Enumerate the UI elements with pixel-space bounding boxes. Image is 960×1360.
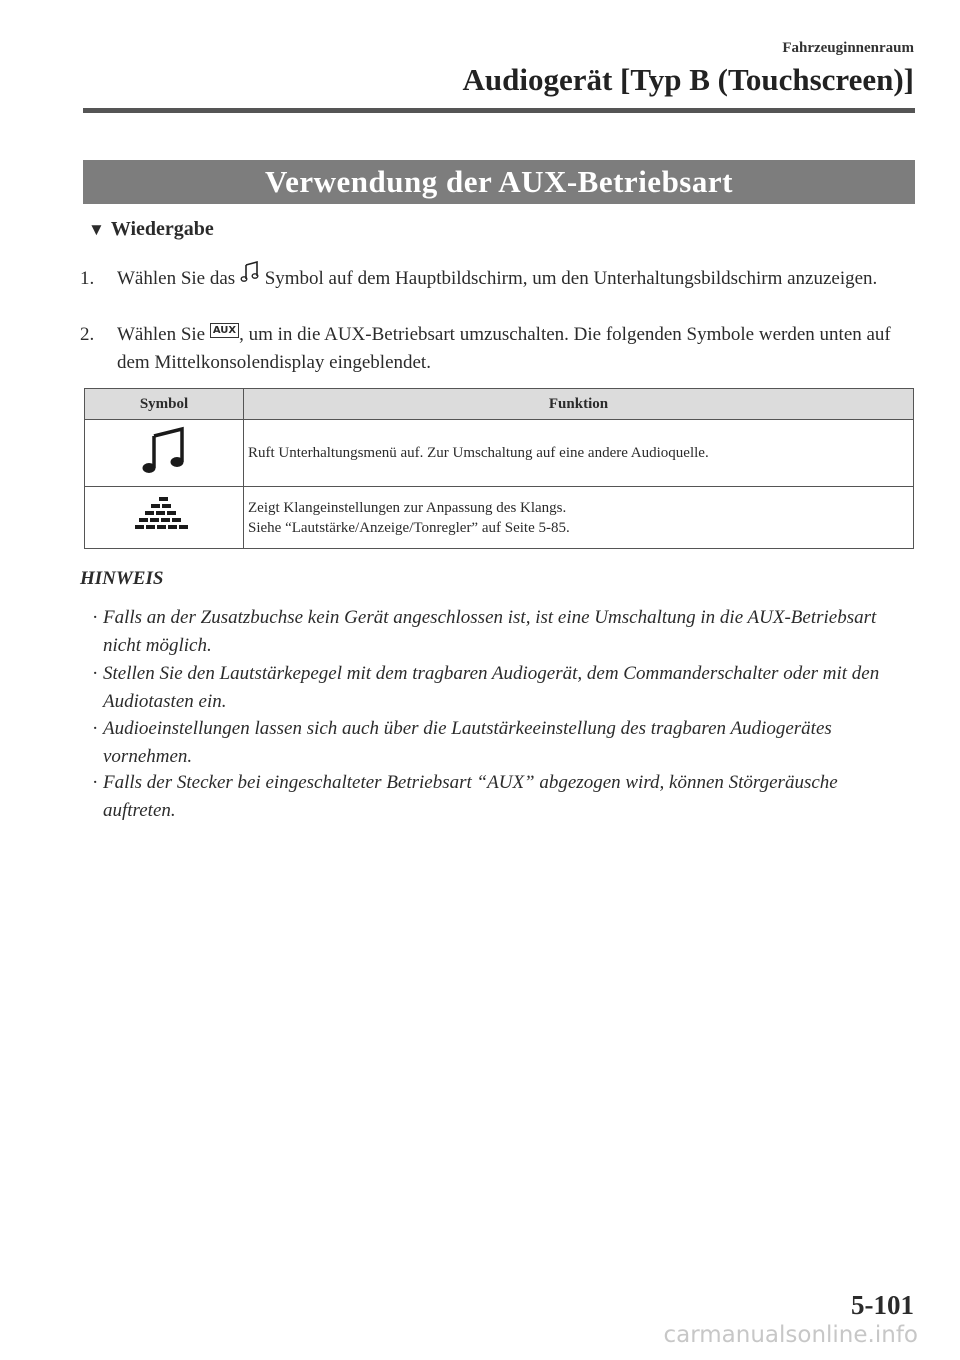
hinweis-item-text: Falls der Stecker bei eingeschalteter Betriebsart “AUX” abgezogen wird, können Störgeräusche auftreten. bbox=[103, 772, 838, 821]
music-note-icon bbox=[240, 261, 260, 283]
section-title-band: Verwendung der AUX-Betriebsart bbox=[83, 160, 915, 204]
step-text-after: Symbol auf dem Hauptbildschirm, um den Unterhaltungsbildschirm anzuzeigen. bbox=[259, 268, 878, 289]
aux-button-icon: AUX bbox=[210, 323, 239, 338]
subheading bbox=[88, 218, 214, 241]
triangle-marker-icon: ▼ bbox=[88, 220, 105, 239]
hinweis-item-text: Falls an der Zusatzbuchse kein Gerät angeschlossen ist, ist eine Umschaltung in die AUX-Betriebsart nicht möglich. bbox=[103, 607, 877, 656]
bullet-dot: · bbox=[92, 663, 99, 684]
bullet-dot: · bbox=[92, 772, 99, 793]
step-number: 1. bbox=[80, 268, 95, 289]
header-rule bbox=[83, 108, 915, 113]
header-section-label: Fahrzeuginnenraum bbox=[782, 40, 914, 56]
step-2 bbox=[80, 321, 910, 377]
step-text-after: , um in die AUX-Betriebsart umzuschalten. Die folgenden Symbole werden unten auf dem Mittelkonsolendisplay eingeblendet. bbox=[117, 324, 891, 373]
table-header-symbol: Symbol bbox=[85, 389, 244, 420]
table-row bbox=[85, 487, 914, 549]
page-number: 5-101 bbox=[851, 1290, 914, 1320]
hinweis-item bbox=[92, 660, 912, 716]
table-header-function: Funktion bbox=[244, 389, 914, 420]
hinweis-item bbox=[92, 715, 912, 771]
step-text-before: Wählen Sie bbox=[117, 324, 210, 345]
table-row bbox=[85, 420, 914, 487]
function-text: Siehe “Lautstärke/Anzeige/Tonregler” auf Seite 5-85. bbox=[248, 519, 570, 536]
function-text: Ruft Unterhaltungsmenü auf. Zur Umschaltung auf eine andere Audioquelle. bbox=[248, 445, 709, 461]
hinweis-item-text: Stellen Sie den Lautstärkepegel mit dem tragbaren Audiogerät, dem Commanderschalter oder mit den Audiotasten ein. bbox=[103, 663, 880, 712]
bullet-dot: · bbox=[92, 718, 99, 739]
hinweis-item bbox=[92, 604, 912, 660]
step-number: 2. bbox=[80, 324, 95, 345]
hinweis-item-text: Audioeinstellungen lassen sich auch über die Lautstärkeeinstellung des tragbaren Audiogerätes vornehmen. bbox=[103, 718, 832, 767]
symbol-table bbox=[84, 388, 914, 549]
equalizer-icon bbox=[135, 523, 193, 539]
function-text: Zeigt Klangeinstellungen zur Anpassung des Klangs. bbox=[248, 499, 567, 516]
header-chapter-title: Audiogerät [Typ B (Touchscreen)] bbox=[462, 62, 914, 97]
table-header-row bbox=[85, 389, 914, 420]
music-note-icon bbox=[139, 464, 189, 480]
subheading-text: Wiedergabe bbox=[110, 218, 214, 240]
step-text-before: Wählen Sie das bbox=[117, 268, 240, 289]
hinweis-title: HINWEIS bbox=[80, 568, 164, 589]
bullet-dot: · bbox=[92, 607, 99, 628]
hinweis-item bbox=[92, 769, 912, 825]
watermark: carmanualsonline.info bbox=[663, 1322, 918, 1348]
step-1 bbox=[80, 265, 910, 293]
